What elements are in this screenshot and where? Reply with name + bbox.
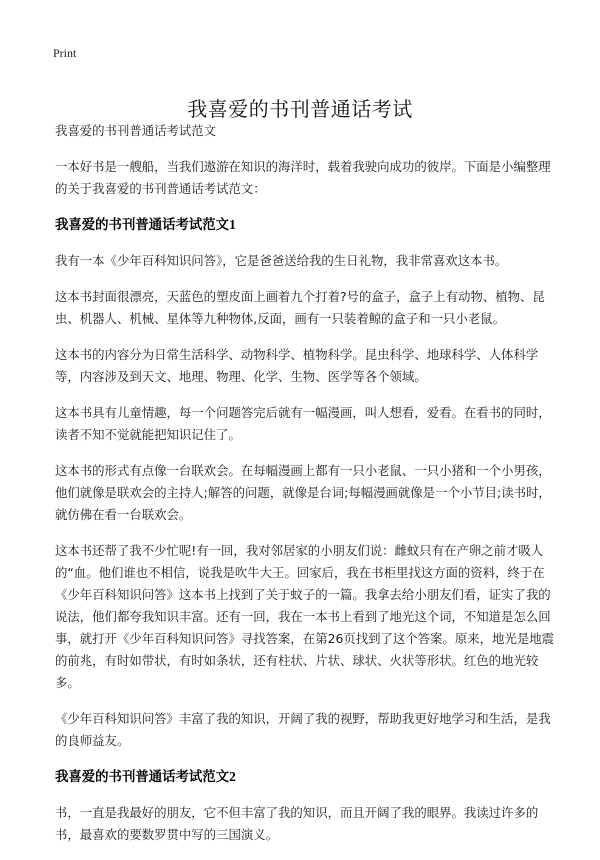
article-body <box>55 120 555 860</box>
page-title: 我喜爱的书刊普通话考试 <box>187 97 413 122</box>
paragraph: 这本书的内容分为日常生活科学、动物科学、植物科学。昆虫科学、地球科学、人体科学等，内容涉及到天文、地理、物理、化学、生物、医学等各个领域。 <box>55 347 539 384</box>
paragraph: 这本书具有儿童情趣，每一个问题答完后就有一幅漫画，叫人想看，爱看。在看书的同时，读者不知不觉就能把知识记住了。 <box>55 405 551 442</box>
paragraph: 我有一本《少年百科知识问答》，它是爸爸送给我的生日礼物，我非常喜欢这本书。 <box>55 253 508 268</box>
paragraph: 这本书封面很漂亮，天蓝色的塑皮面上画着九个打着?号的盒子，盒子上有动物、植物、昆虫、机器人、机械、星体等九种物体,反面，画有一只装着鲸的盒子和一只小老鼠。 <box>55 289 545 326</box>
paragraph: 这本书还帮了我不少忙呢!有一回，我对邻居家的小朋友们说：雌蚊只有在产卵之前才吸人的“血。他们谁也不相信，说我是吹牛大王。回家后，我在书柜里找这方面的资料，终于在《少年百科知识问答》这本书上找到了关于蚊子的一篇。我拿去给小朋友们看，证实了我的说法，他们都夸我知识丰富。还有一回，我在一本书上看到了地光这个词，不知道是怎么回事，就打开《少年百科知识问答》寻找答案，在第26页找到了这个答案。原来，地光是地震的前兆，有时如带状，有时如条状，还有柱状、片状、球状、火状等形状。红色的地光较多。 <box>55 543 555 690</box>
paragraph: 这本书的形式有点像一台联欢会。在每幅漫画上都有一只小老鼠、一只小猪和一个小男孩，他们就像是联欢会的主持人;解答的问题，就像是台词;每幅漫画就像是一个小节目;读书时，就仿佛在看一台联欢会。 <box>55 463 551 522</box>
section-heading-2: 我喜爱的书刊普通话考试范文2 <box>55 769 236 784</box>
section-heading-1: 我喜爱的书刊普通话考试范文1 <box>55 217 236 232</box>
paragraph: 《少年百科知识问答》丰富了我的知识，开阔了我的视野，帮助我更好地学习和生活，是我的良师益友。 <box>55 711 551 748</box>
paragraph: 书，一直是我最好的朋友，它不但丰富了我的知识，而且开阔了我的眼界。我读过许多的书，最喜欢的要数罗贯中写的三国演义。 <box>55 805 539 842</box>
intro-paragraph: 一本好书是一艘船，当我们遨游在知识的海洋时，载着我驶向成功的彼岸。下面是小编整理的关于我喜爱的书刊普通话考试范文： <box>55 159 551 196</box>
article-subtitle: 我喜爱的书刊普通话考试范文 <box>55 123 217 138</box>
print-link[interactable]: Print <box>53 46 77 60</box>
